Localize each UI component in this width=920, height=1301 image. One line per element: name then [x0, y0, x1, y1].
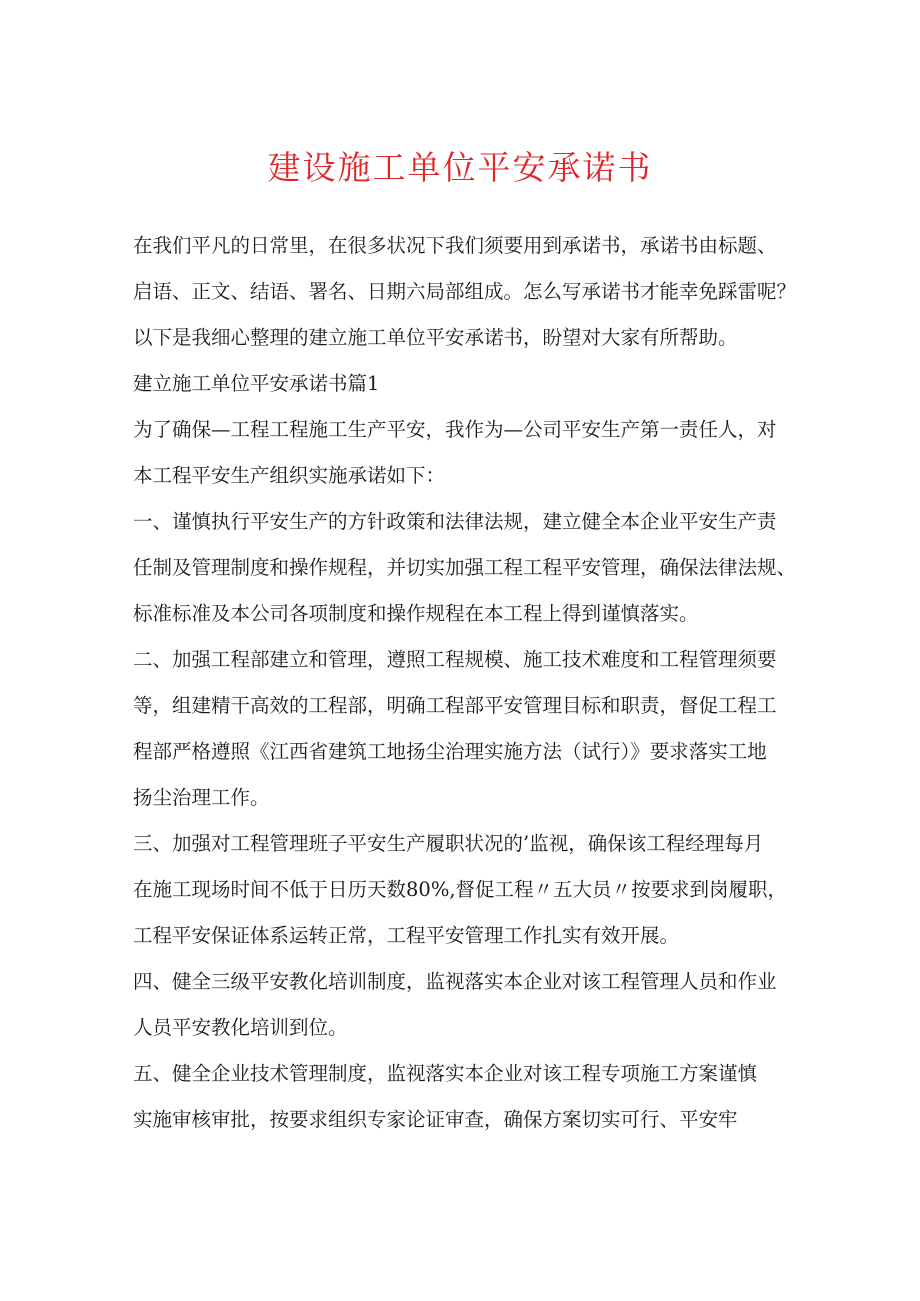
paragraph-line: 三、加强对工程管理班子平安生产履职状况的’监视，确保该工程经理每月 — [133, 832, 764, 855]
paragraph-line: 启语、正文、结语、署名、日期六局部组成。怎么写承诺书才能幸免踩雷呢？ — [133, 280, 797, 303]
paragraph-line: 为了确保—工程工程施工生产平安，我作为—公司平安生产第一责任人，对 — [133, 418, 777, 441]
paragraph-line: 程部严格遵照《江西省建筑工地扬尘治理实施方法（试行）》要求落实工地 — [133, 740, 767, 763]
paragraph-line: 以下是我细心整理的建立施工单位平安承诺书，盼望对大家有所帮助。 — [133, 326, 738, 349]
paragraph-line: 人员平安教化培训到位。 — [133, 1016, 348, 1039]
document-body — [133, 223, 813, 1143]
paragraph-line: 一、谨慎执行平安生产的方针政策和法律法规，建立健全本企业平安生产责 — [133, 510, 777, 533]
paragraph-line: 在我们平凡的日常里，在很多状况下我们须要用到承诺书，承诺书由标题、 — [133, 234, 777, 257]
paragraph-line: 任制及管理制度和操作规程，并切实加强工程工程平安管理，确保法律法规、 — [133, 556, 797, 579]
paragraph-line: 二、加强工程部建立和管理，遵照工程规模、施工技术难度和工程管理须要 — [133, 648, 777, 671]
paragraph-line: 四、健全三级平安教化培训制度，监视落实本企业对该工程管理人员和作业 — [133, 970, 777, 993]
paragraph-line: 标准标准及本公司各项制度和操作规程在本工程上得到谨慎落实。 — [133, 602, 699, 625]
paragraph-line: 实施审核审批，按要求组织专家论证审查，确保方案切实可行、平安牢 — [133, 1108, 738, 1131]
paragraph-line: 五、健全企业技术管理制度，监视落实本企业对该工程专项施工方案谨慎 — [133, 1062, 758, 1085]
paragraph-line: 本工程平安生产组织实施承诺如下： — [133, 464, 446, 487]
paragraph-line: 等，组建精干高效的工程部，明确工程部平安管理目标和职责，督促工程工 — [133, 694, 777, 717]
section-heading: 建立施工单位平安承诺书篇1 — [133, 372, 380, 395]
paragraph-line: 工程平安保证体系运转正常，工程平安管理工作扎实有效开展。 — [133, 924, 680, 947]
paragraph-line: 在施工现场时间不低于日历天数80%,督促工程〃五大员〃按要求到岗履职， — [133, 878, 788, 901]
paragraph-line: 扬尘治理工作。 — [133, 786, 270, 809]
document-title: 建设施工单位平安承诺书 — [267, 148, 653, 187]
